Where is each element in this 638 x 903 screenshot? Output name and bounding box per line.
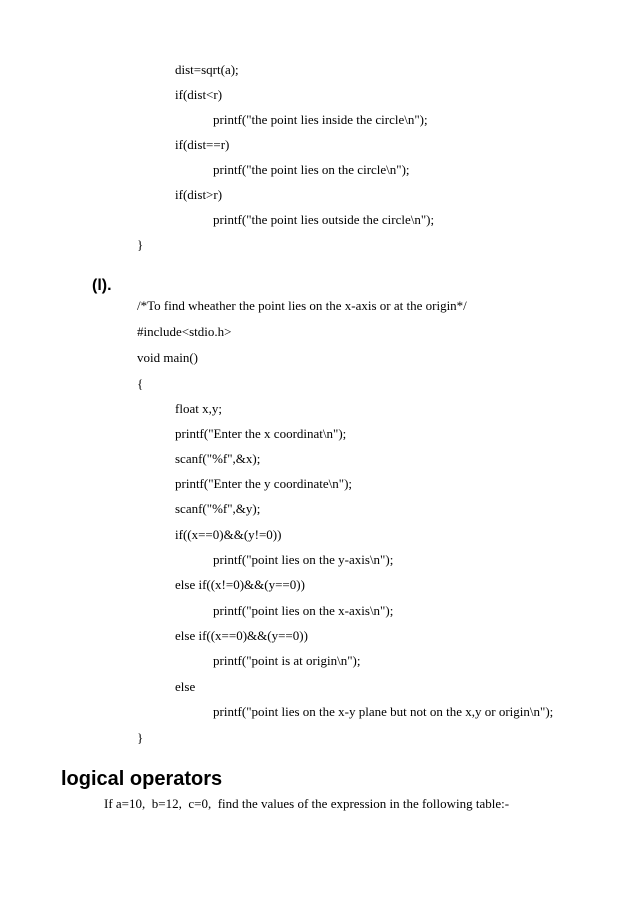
- code-line: if(dist==r): [175, 137, 230, 152]
- code-line: if((x==0)&&(y!=0)): [175, 527, 282, 542]
- section-label: (l).: [92, 277, 112, 294]
- code-line: }: [137, 237, 144, 252]
- intro-paragraph: If a=10, b=12, c=0, find the values of the expression in the following table:-: [104, 796, 510, 811]
- code-line: if(dist<r): [175, 87, 223, 102]
- code-line: else if((x==0)&&(y==0)): [175, 628, 308, 643]
- code-line: if(dist>r): [175, 187, 223, 202]
- code-line: float x,y;: [175, 401, 222, 416]
- code-line: printf("point is at origin\n");: [213, 653, 361, 668]
- code-line: scanf("%f",&y);: [175, 501, 261, 516]
- code-line: }: [137, 730, 144, 745]
- code-line: {: [137, 376, 144, 391]
- code-line: else: [175, 679, 196, 694]
- code-line: printf("point lies on the x-axis\n");: [213, 603, 394, 618]
- code-line: printf("Enter the x coordinat\n");: [175, 426, 347, 441]
- code-line: #include<stdio.h>: [137, 324, 232, 339]
- code-line: /*To find wheather the point lies on the x-axis or at the origin*/: [137, 298, 467, 313]
- code-line: printf("point lies on the y-axis\n");: [213, 552, 394, 567]
- code-line: else if((x!=0)&&(y==0)): [175, 577, 305, 592]
- code-line: printf("the point lies on the circle\n");: [213, 162, 410, 177]
- code-line: printf("the point lies outside the circle\n");: [213, 212, 435, 227]
- code-line: printf("point lies on the x-y plane but not on the x,y or origin\n");: [213, 704, 554, 719]
- section-heading: logical operators: [61, 768, 223, 790]
- code-line: printf("Enter the y coordinate\n");: [175, 476, 353, 491]
- code-line: void main(): [137, 350, 199, 365]
- code-line: dist=sqrt(a);: [175, 62, 239, 77]
- code-line: scanf("%f",&x);: [175, 451, 261, 466]
- code-line: printf("the point lies inside the circle\n");: [213, 112, 428, 127]
